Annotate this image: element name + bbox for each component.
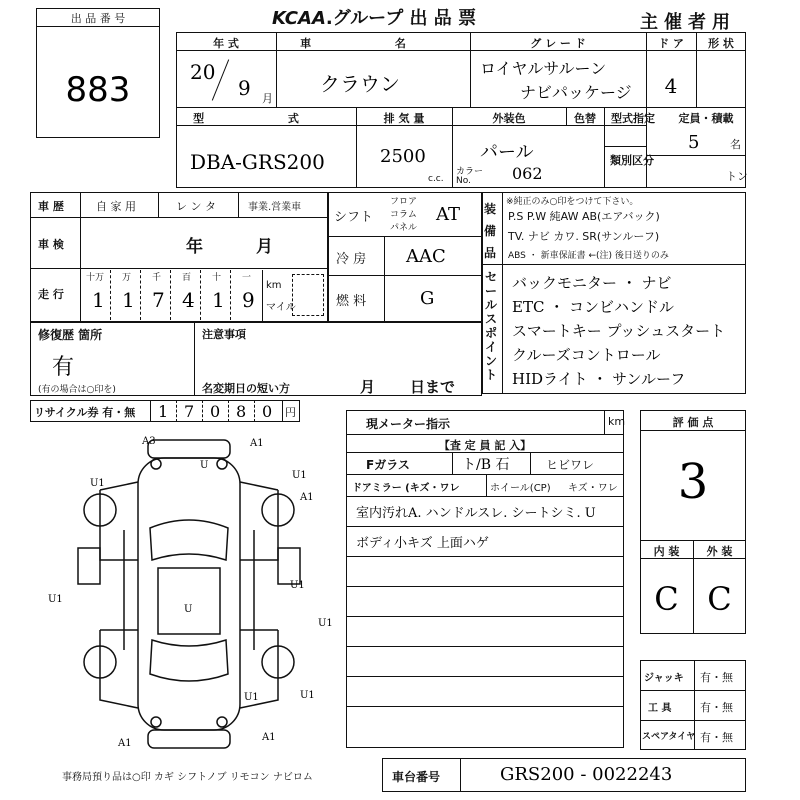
sales-point-4: クルーズコントロール <box>512 346 661 364</box>
mileage-unit-6: 一 <box>242 273 252 283</box>
grade-line2: ナビパッケージ <box>520 83 632 102</box>
model-label: 車 名 <box>300 37 446 50</box>
type-label: 型 式 <box>193 112 339 125</box>
mileage-unit-3: 千 <box>152 273 162 283</box>
notes-label: 注意事項 <box>202 328 246 341</box>
brand-logo: KCAA <box>272 8 326 29</box>
grade-line1: ロイヤルサルーン <box>480 59 607 78</box>
body-label: 形 状 <box>708 37 734 50</box>
wheel-label: ホイール(CP) <box>490 483 551 494</box>
displacement-label: 排 気 量 <box>383 112 425 125</box>
equipment-line1: P.S P.W 純AW AB(エアバック) <box>508 210 660 223</box>
lot-number-value: 883 <box>65 70 131 110</box>
comment-line-1: 室内汚れA. ハンドルスレ. シートシミ. U <box>356 506 596 521</box>
tool-value: 有・無 <box>700 701 733 714</box>
chassis-number-label: 車台番号 <box>392 770 441 784</box>
inspection-label: 車 検 <box>38 238 64 251</box>
repair-note: (有の場合は○印を) <box>38 385 116 395</box>
equipment-label: 装備品 <box>484 202 497 260</box>
shift-option-floor: フロア <box>390 197 418 207</box>
recycle-digit-3: 0 <box>210 402 221 421</box>
crack-label: ヒビワレ <box>546 458 595 472</box>
tool-label: 工 具 <box>648 703 672 714</box>
history-private: 自 家 用 <box>96 200 136 213</box>
damage-mark-14: A1 <box>262 732 276 743</box>
spare-tire-label: スペアタイヤ <box>642 732 696 742</box>
exterior-color-value: パール <box>480 142 534 163</box>
inspector-section-label: 【査 定 員 記 入】 <box>438 439 532 452</box>
history-rental: レ ン タ <box>176 200 216 213</box>
recycle-digit-1: 1 <box>158 402 169 421</box>
rating-label: 評 価 点 <box>672 416 714 429</box>
displacement-value: 2500 <box>380 146 426 167</box>
name-change-label: 名変期日の短い方 <box>202 382 290 395</box>
damage-mark-13: A1 <box>118 738 132 749</box>
load-unit: トン <box>726 170 748 183</box>
repaint-label: 色替 <box>574 112 596 125</box>
color-number-value: 062 <box>512 164 543 183</box>
sales-point-5: HIDライト ・ サンルーフ <box>512 370 686 388</box>
shift-option-column: コラム <box>390 210 417 220</box>
mileage-unit-4: 百 <box>182 273 192 283</box>
capacity-unit: 名 <box>730 138 741 151</box>
color-number-label: カラー No. <box>456 167 484 186</box>
inspection-year: 年 <box>186 237 203 257</box>
mileage-digit-3: 7 <box>152 288 165 312</box>
repair-label: 修復歴 箇所 <box>38 328 103 342</box>
damage-mark-3: U1 <box>90 478 105 489</box>
damage-mark-1: A3 <box>142 436 156 447</box>
glass-value: ト/B 石 <box>462 457 510 473</box>
shift-option-panel: パネル <box>390 223 418 233</box>
shift-label: シフト <box>334 210 374 225</box>
damage-mark-9: U1 <box>318 618 333 629</box>
history-business: 事業.営業車 <box>248 202 302 213</box>
glass-label: Fガラス <box>366 458 410 472</box>
stored-items-note: 事務局預り品は○印 カギ シフトノブ リモコン ナビロム <box>62 772 313 783</box>
exterior-label: 外 装 <box>706 545 733 558</box>
mileage-digit-2: 1 <box>122 288 135 312</box>
month-suffix: 月 <box>262 92 273 105</box>
exterior-color-label: 外装色 <box>492 112 526 125</box>
equipment-note: ※純正のみ○印をつけて下さい。 <box>506 197 639 207</box>
sales-point-1: バックモニター ・ ナビ <box>512 274 672 292</box>
fuel-value: G <box>420 288 435 309</box>
copy-label: 主催者用 <box>640 12 736 33</box>
damage-mark-6: U <box>200 460 209 471</box>
model-value: クラウン <box>320 72 400 96</box>
chassis-number-value: GRS200 - 0022243 <box>500 764 673 785</box>
mile-unit: マイル <box>266 302 296 313</box>
mileage-unit-5: 十 <box>212 273 222 283</box>
repair-value: 有 <box>52 355 75 380</box>
grade-label: グ レ ー ド <box>530 37 586 50</box>
shift-value: AT <box>436 204 461 225</box>
damage-mark-5: A1 <box>300 492 314 503</box>
mileage-unit-1: 十万 <box>86 273 105 283</box>
type-designation-label: 型式指定 <box>611 112 655 125</box>
equipment-line2: TV. ナビ カワ. SR(サンルーフ) <box>508 230 660 243</box>
interior-value: C <box>654 580 679 618</box>
year-era: 20 <box>190 60 216 84</box>
rating-value: 3 <box>677 454 709 510</box>
type-value: DBA-GRS200 <box>190 150 325 174</box>
sales-point-2: ETC ・ コンビハンドル <box>512 298 674 316</box>
mileage-unit-2: 万 <box>122 273 132 283</box>
mileage-digit-5: 1 <box>212 288 225 312</box>
cc-unit: c.c. <box>428 174 444 184</box>
jack-label: ジャッキ <box>644 673 684 684</box>
mirror-label: ドアミラー (キズ・ワレ <box>352 483 460 494</box>
equipment-line3: ABS ・ 新車保証書 ←(注) 後日送りのみ <box>508 251 669 261</box>
damage-mark-10: U1 <box>244 692 259 703</box>
sales-point-3: スマートキー プッシュスタート <box>512 322 726 340</box>
damage-mark-7: U <box>184 604 193 615</box>
km-unit: km <box>266 280 282 291</box>
name-change-month: 月 <box>360 378 376 396</box>
ac-label: 冷 房 <box>336 252 367 267</box>
meter-label: 現メーター指示 <box>366 417 451 431</box>
fuel-label: 燃 料 <box>336 294 367 309</box>
jack-value: 有・無 <box>700 671 733 684</box>
mileage-digit-6: 9 <box>242 288 255 312</box>
recycle-digit-2: 7 <box>184 402 195 421</box>
lot-number-label: 出 品 番 号 <box>70 12 126 25</box>
recycle-yen: 円 <box>285 406 296 419</box>
comment-line-2: ボディ小キズ 上面ハゲ <box>356 536 489 551</box>
interior-label: 内 装 <box>653 545 680 558</box>
door-value: 4 <box>664 74 678 98</box>
exterior-value: C <box>707 580 732 618</box>
recycle-digit-4: 8 <box>236 402 247 421</box>
mileage-digit-1: 1 <box>92 288 105 312</box>
year-label: 年 式 <box>213 37 239 50</box>
name-change-day: 日まで <box>410 378 456 396</box>
damage-mark-8: U1 <box>290 580 305 591</box>
inspection-month: 月 <box>256 237 273 257</box>
recycle-digit-5: 0 <box>262 402 273 421</box>
capacity-value: 5 <box>688 132 700 153</box>
category-label: 類別区分 <box>610 154 654 167</box>
meter-km: km <box>608 415 626 428</box>
year-month: 9 <box>238 76 251 100</box>
capacity-label: 定員・積載 <box>678 112 734 125</box>
mileage-label: 走 行 <box>38 288 64 301</box>
form-title <box>272 4 476 30</box>
damage-mark-4: U1 <box>292 470 307 481</box>
damage-mark-11: U1 <box>48 594 63 605</box>
wheel-value: キズ・ワレ <box>568 483 618 494</box>
sales-point-label: セールスポイント <box>485 270 498 382</box>
form-title-text: .グループ 出 品 票 <box>325 8 477 29</box>
spare-tire-value: 有・無 <box>700 731 733 744</box>
mileage-digit-4: 4 <box>182 288 195 312</box>
damage-mark-12: U1 <box>300 690 315 701</box>
door-label: ド ア <box>658 37 684 50</box>
history-label: 車 歴 <box>38 200 64 213</box>
damage-mark-2: A1 <box>250 438 264 449</box>
recycle-label: リサイクル券 有・無 <box>34 406 136 419</box>
ac-value: AAC <box>406 246 446 267</box>
